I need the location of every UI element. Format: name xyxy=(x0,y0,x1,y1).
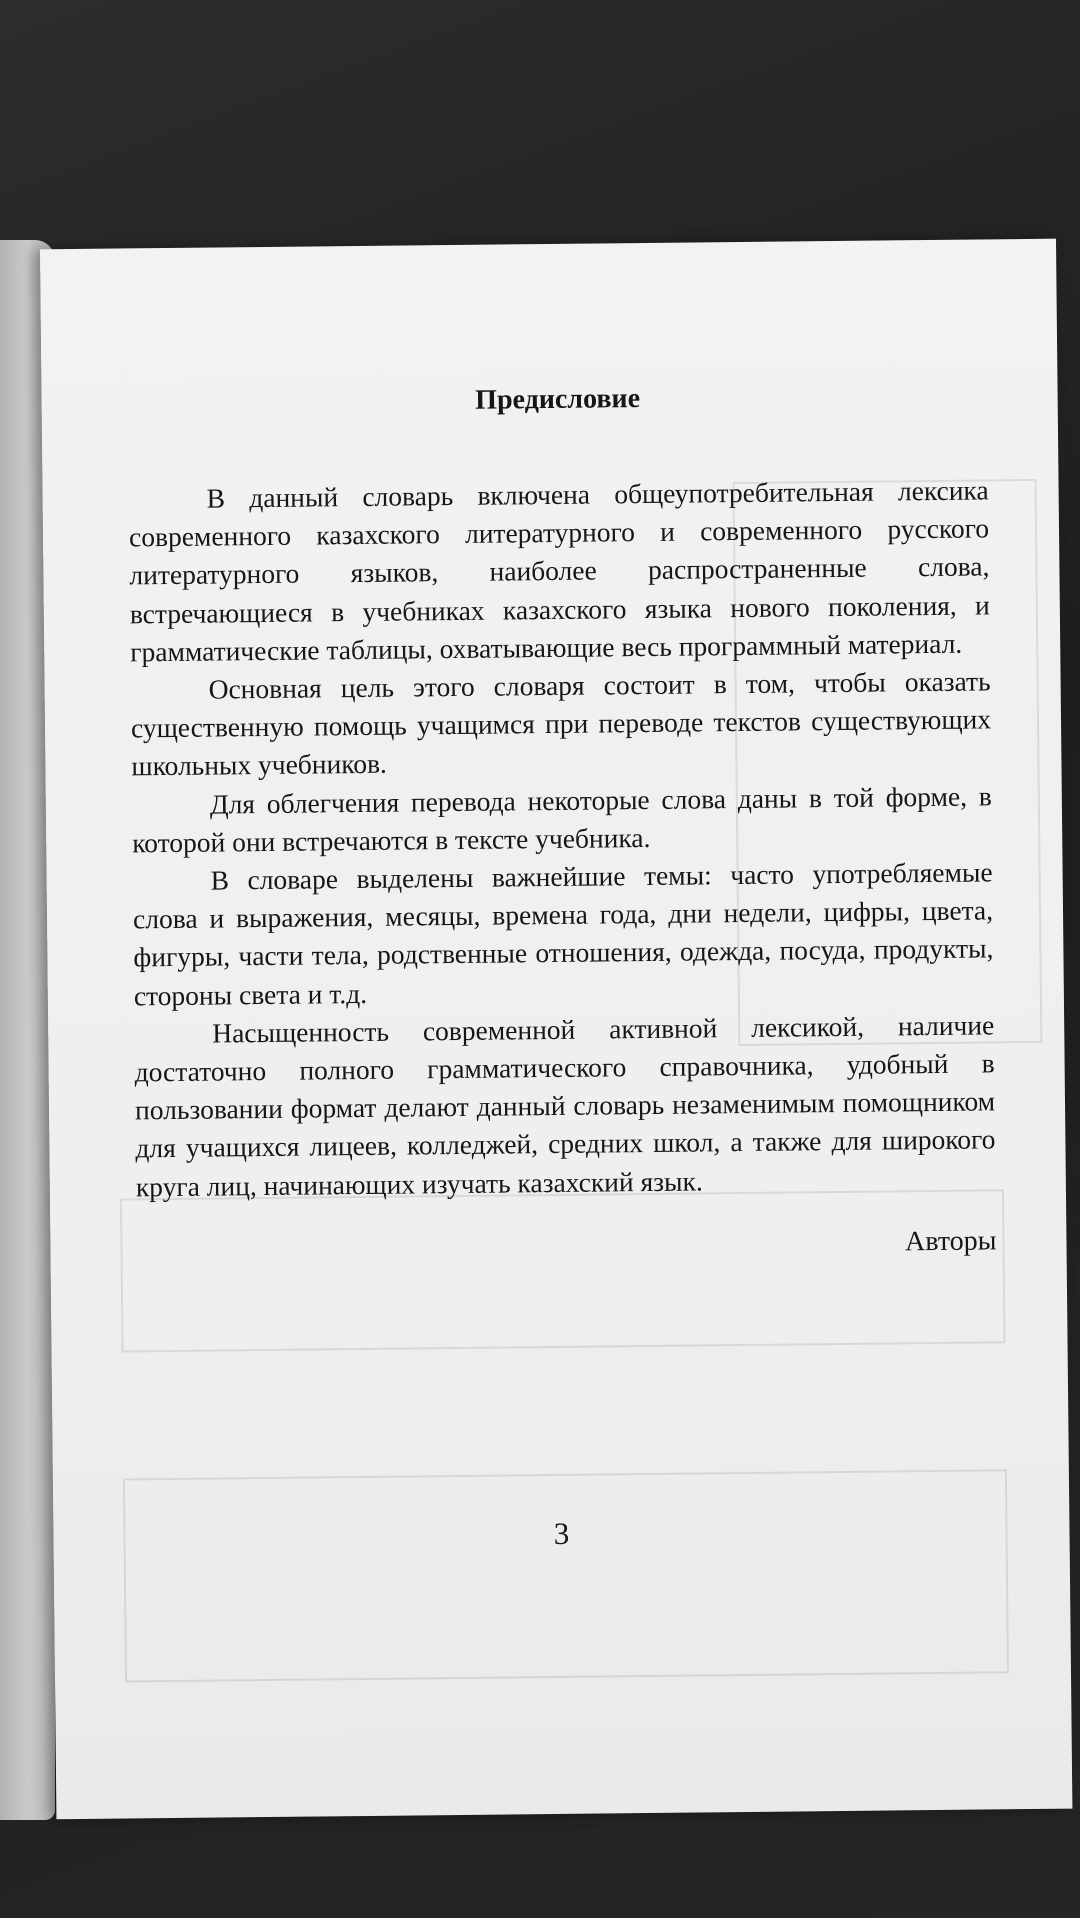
book-page xyxy=(40,239,1072,1820)
paragraph: В словаре выделены важнейшие темы: часто употребляемые слова и выражения, месяцы, времена года, дни недели, цифры, цвета, фигуры, части тела, родственные отношения, одежда, посуда, продукты, стороны света и т.д. xyxy=(132,856,994,1012)
paragraph: Основная цель этого словаря состоит в том, чтобы оказать существенную помощь учащимся при переводе текстов существующих школьных учебников. xyxy=(130,665,992,782)
page-title: Предисловие xyxy=(475,383,641,416)
paragraph: Для облегчения перевода некоторые слова даны в той форме, в которой они встречаются в тексте учебника. xyxy=(132,780,992,859)
author-signature: Авторы xyxy=(904,1225,997,1258)
page-number: 3 xyxy=(553,1515,570,1552)
paragraph: В данный словарь включена общеупотребительная лексика современного казахского литературного и современного русского литературного языков, наиболее распространенные слова, встречающиеся в учебниках казахского языка нового поколения, и грамматические таблицы, охватывающие весь программный материал. xyxy=(128,474,990,668)
paragraph: Насыщенность современной активной лексикой, наличие достаточно полного грамматического справочника, удобный в пользовании формат делают данный словарь незаменимым помощником для учащихся лицеев, колледжей, средних школ, а также для широкого круга лиц, начинающих изучать казахский язык. xyxy=(134,1009,996,1203)
preface-body xyxy=(127,375,996,1270)
bleed-through-table xyxy=(123,1469,1009,1682)
